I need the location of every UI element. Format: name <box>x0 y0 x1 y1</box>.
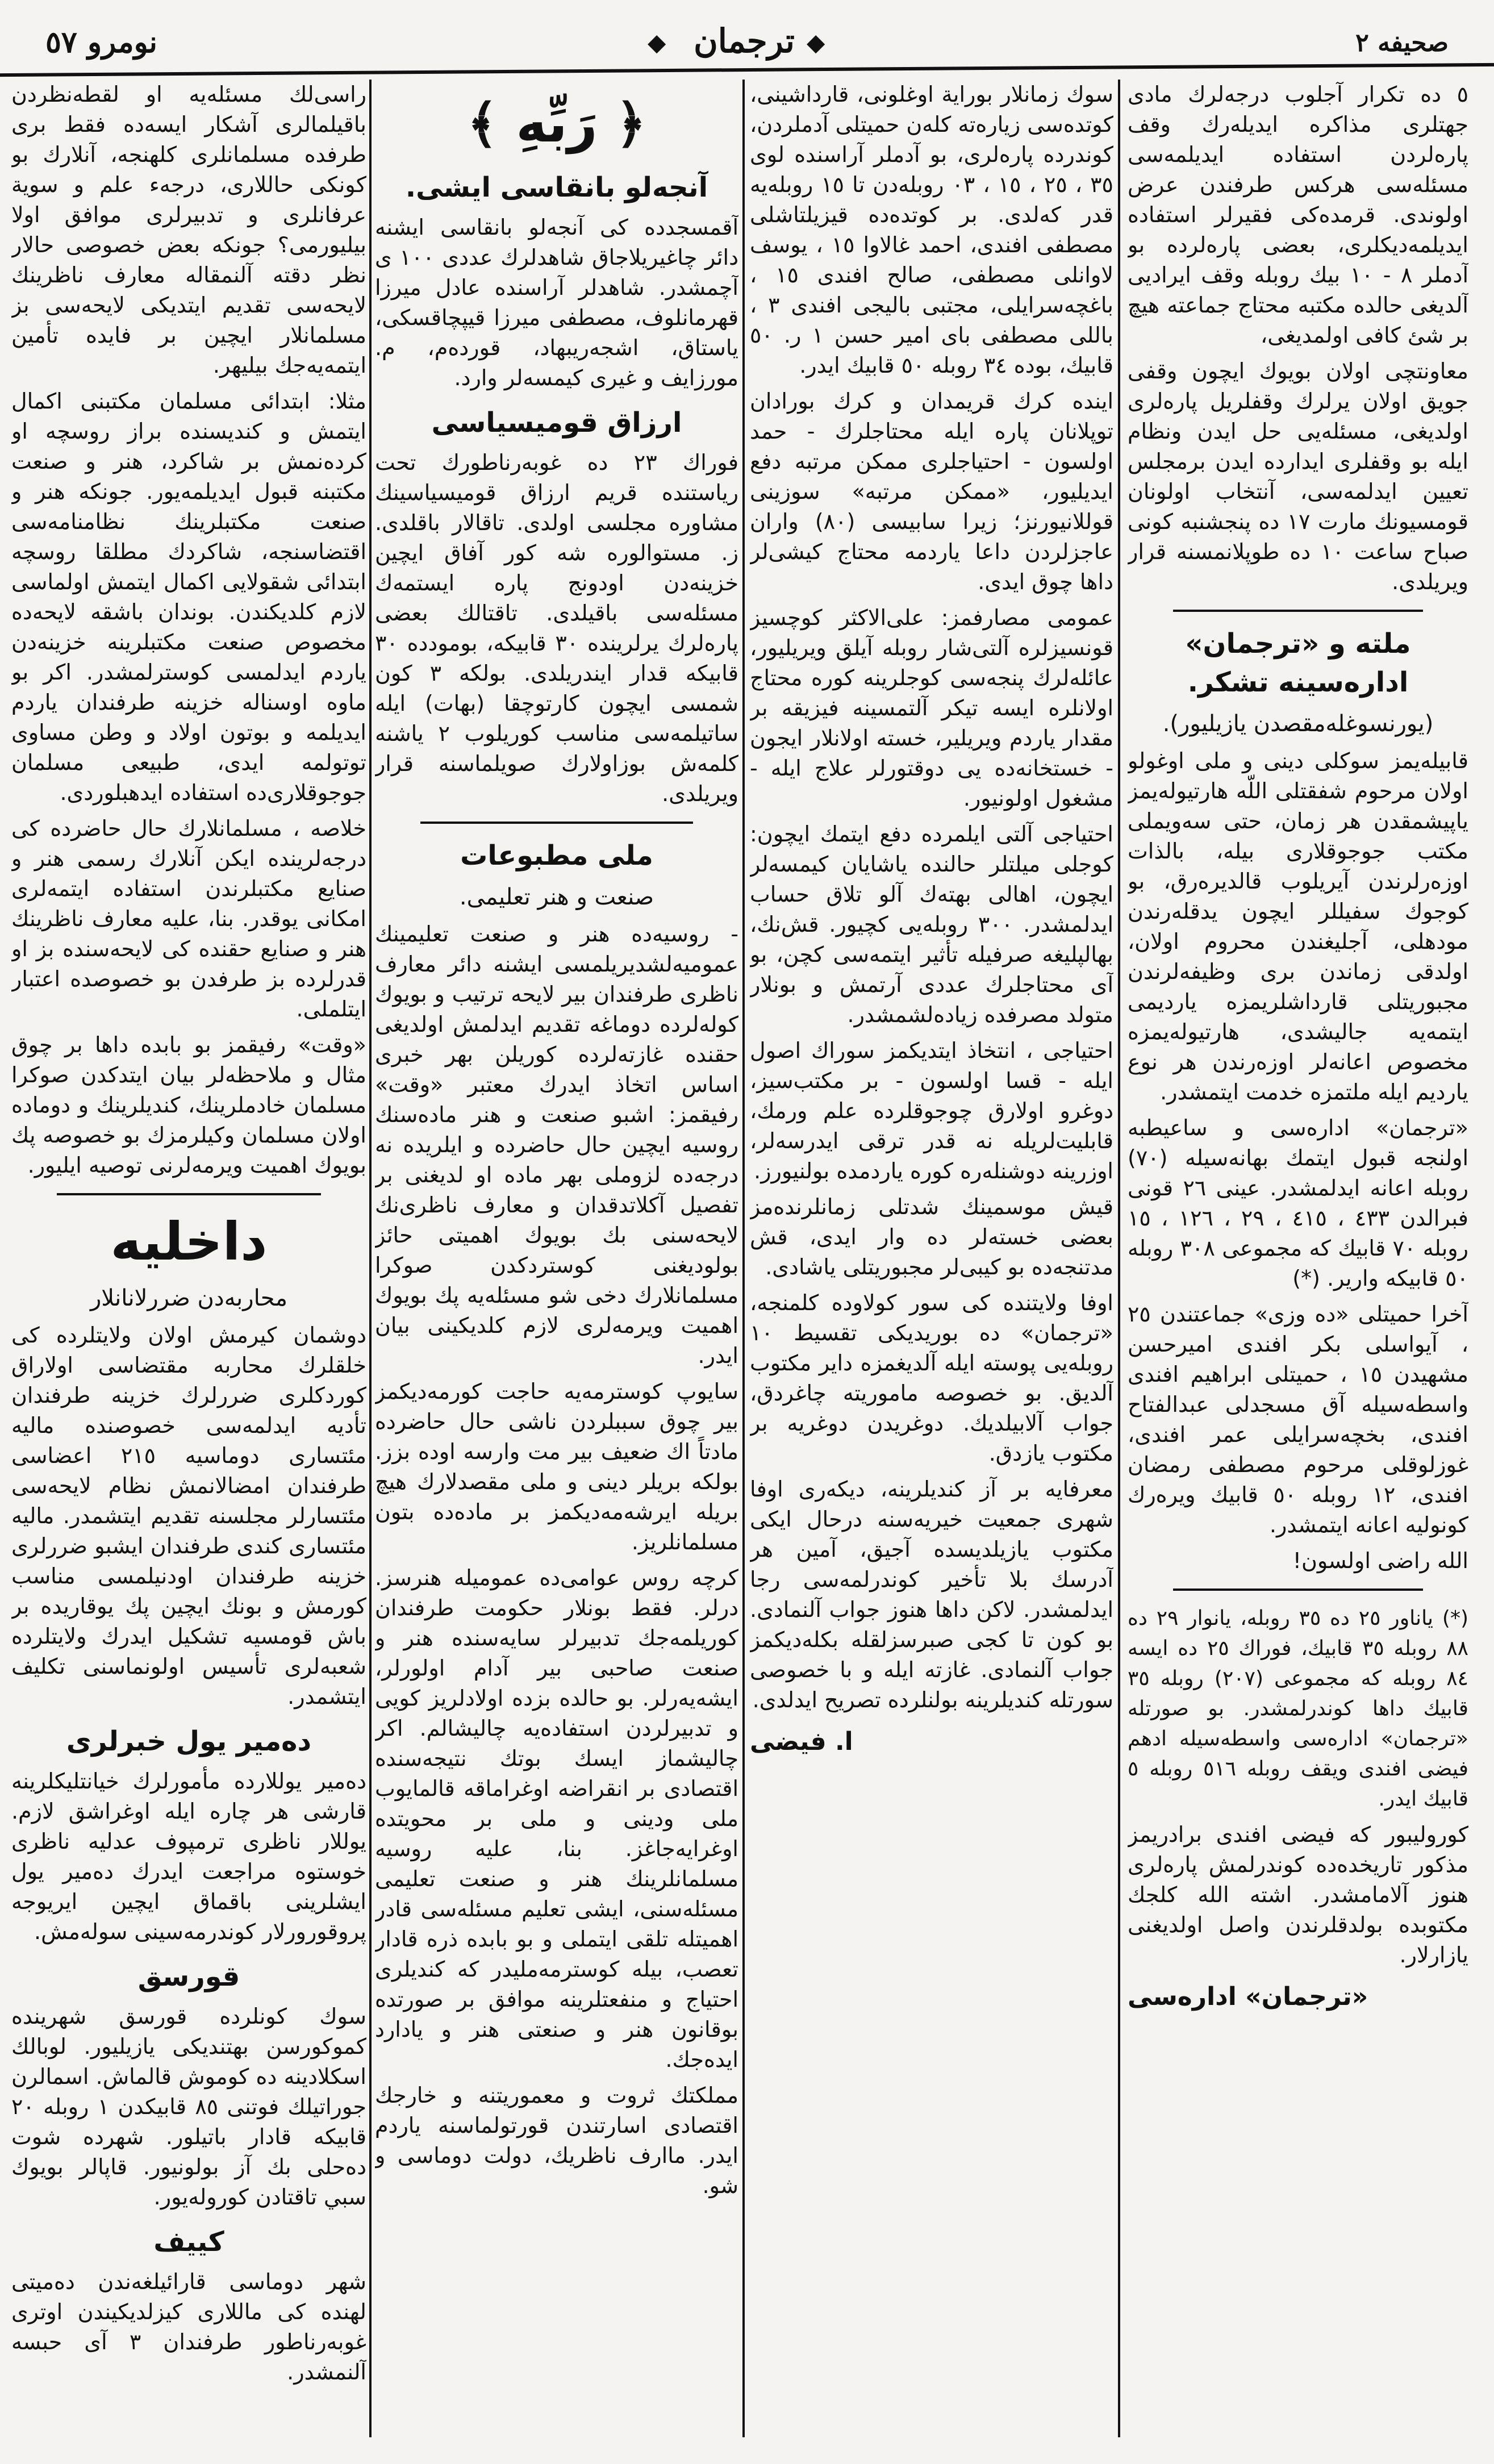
section-divider <box>1173 610 1423 612</box>
column-divider <box>1118 80 1120 2437</box>
railway-heading: ده‌مير يول خبرلرى <box>66 1725 312 1757</box>
kursk-heading: قورسق <box>137 1961 240 1992</box>
page-number: صحيفه ٢ <box>1355 28 1449 57</box>
national-press-heading: ملی مطبوعات <box>460 840 653 872</box>
footnote: (*) ياناور ٢٥ ده ٣٥ روبله، يانوار ٢٩ ده ٨٨ روبله ٣٥ قابيك، فوراك ٢٥ ده ايسه ٨٤ روبله كه مجموعی (٢٠٧) روبله ٣٥ قابيك داها كوندرلمشدر. بو صورتله «ترجمان» اداره‌سی واسطه‌سيله ادهم فيضی افندی ويقف روبله ٥١٦ روبله ٥ قابيك ايدر. <box>1128 1607 1468 1811</box>
column-divider <box>742 80 745 2437</box>
paragraph: - روسيه‌ده هنر و صنعت تعليمينك عموميه‌لشديريلمسى ايشنه دائر معارف ناظرى طرفندان بير لايحه ترتيب و بويوك كوله‌لرده دوماغه تقديم ايدلمش اولديغى حقنده غازته‌لرده كوريلن بهر خبرى اساس اتخاذ ايدرك معتبر «وقت» رفيقمز: اشبو صنعت و هنر ماده‌سنك روسيه ايچين حال حاضرده و ايلريده نه درجه‌ده لزوملى بهر ماده او لديغنى بر تفصيل آكلاتدقدان و معارف ناظرى‌نك لايحه‌سنى بك بويوك اهميتى حائز بولوديغنى كوستردكدن صوكرا مسلمانلارك دخى شو مسئله‌يه پك بويوك اهميت ويرمه‌لرى لازم كلديكينى بيان ايدر. <box>375 922 738 1368</box>
paragraph: شهر دوماسى قارائيلغه‌ندن ده‌ميتى لهنده كى ماللارى كيزلديكيندن اوترى غوبه‌رناطور طرفندان ٣ آى حبسه آلنمشدر. <box>11 2269 366 2384</box>
paragraph: مملكتك ثروت و معموريتنه و خارجك اقتصادى اسارتندن قورتولماسنه ياردم ايدر. ماارف ناظريك، دولت دوماسى و شو. <box>375 2083 738 2198</box>
paragraph: راسى‌لك مسئله‌يه او لقطه‌نظردن باقيلمالرى آشكار ايسه‌ده فقط برى طرفده مسلمانلرى كلهنجه، آنلارك بو كونكى حاللارى، درجه‌ء علم و سوية عرفانلرى و تدبيرلرى موافق اولا بيليورمى؟ جونكه بعض خصوصى حالار نظر دقته آلنمقاله معارف ناظرينك لايحه‌سى تقديم ايتديكى لايحه‌سى بز مسلمانلار ايچين بر فايده تأمين ايتمه‌يه‌جك بيليهر. <box>11 82 366 378</box>
bank-heading: آنجه‌لو بانقاسى ايشى. <box>405 172 708 203</box>
press-subheading: صنعت و هنر تعليمى. <box>459 884 654 910</box>
paragraph: احتياجی آلتى ايلمرده دفع ايتمك ايچون: كوجلی ميلتلر حالنده ياشايان كيمسه‌لر ايچون، اهالى بهته‌ك آلو تلاق حساب ايدلمشدر. ٣٠٠ روبله‌يى كچيور. قش‌نك، بهالپلیغه صرفيله تأثير ايتمه‌سی كچن، بو آى محتاجلرك عددى آرتمش و بونلار متولد مصرفده زياده‌لشمشدر. <box>750 822 1113 1027</box>
thanks-subheading: (يورنسوغله‌مقصدن يازيليور). <box>1162 711 1434 737</box>
paragraph: سوك زمانلار بوراية اوغلونی، قارداشينی، كوتده‌سی زياره‌ته كله‌ن حميتلى آدملردن، كوندرده پاره‌لری، بو آدملر آراسنده لوی ٣٥ ، ٢٥ ، ١٥ ، ٠٣ روبله‌دن تا ١٥ روبله‌يه قدر كه‌لدی. بر كوتده‌ده قيزيلتاشلی مصطفى افندی، احمد غالاوا ١٥ ، يوسف لاوانلى مصطفى، صالح افندی ١٥ ، باغچه‌سرايلى، مجتبی باليجى افندی ٣ ، باللى مصطفى باى امير حسن ١ ر. ٥٠ قابيك، بوده ٣٤ روبله ٥٠ قابيك ايدر. <box>750 82 1113 378</box>
domestic-news-heading: داخليه <box>110 1211 268 1272</box>
ornament-right-icon: ◆ <box>807 28 825 56</box>
paragraph: اوفا ولايتنده كى سور كولاوده كلمنجه، «ترجمان» ده بوريديكى تقسيط ١٠ روبله‌يى پوسته ايله آلديغمزه داير مكتوب آلديق. بو خصوصه ماموريته چاغردق، جواب آلابيلديك. دوغريدن دوغريه بر مكتوب يازدق. <box>750 1290 1113 1466</box>
paragraph: مثلا: ابتدائى مسلمان مكتبنى اكمال ايتمش و كنديسنده براز روسچه او كرده‌نمش بر شاكرد، هنر و صنعت مكتبنه قبول ايديلمه‌يور. جونكه هنر و صنعت مكتبلرينك نظامنامه‌سى اقتضاسنجه، شاكردك مطلقا روسچه ابتدائى شقولايى اكمال ايتمش اولماسى لازم كلديكندن. بوندان باشقه لايحه‌ده مخصوص صنعت مكتبلرينه خزينه‌دن ياردم ايدلمسى كوسترلمشدر. اكر بو ماوه اوسناله خزينه طرفندان ياردم ايديلمه و بوتون اولاد و وطن مساوى توتولمه ايدى، طبيعى مسلمان جوجوقلارى‌ده استفاده ايدهبلوردى. <box>11 389 366 805</box>
paragraph: قابيله‌يمز سوكلى دينی و ملی اوغولو اولان مرحوم شفقتلى اللّه هارتيوله‌يمز ياپيشمقدن هر زمان، حتى سه‌ويملی مكتب جوجوقلاری بیله، بالذات اوزه‌رلرندن آيريلوب قالديره‌رق، بو كوجوك سفيللر ایچون يدقله‌رندن مودهلی، آجلیغندن محروم اولان، اولدقی زماندن بری وظيفه‌لرندن مجبوريتلى قارداشلريمزه يارديمی ايتمه‌يه جاليشدی، هارتيوله‌يمزه مخصوص اعانه‌لر اوزه‌رندن هر نوع ياردیم ایله ملتمزه خدمت ايتمشدر. <box>1128 748 1468 1104</box>
paragraph: الله راضی اولسون! <box>1292 1548 1468 1573</box>
paragraph: خلاصه ، مسلمانلارك حال حاضرده كى درجه‌لرينده ايكن آنلارك رسمى هنر و صنايع مكتبلرندن استفاده ايتمه‌لرى امكانى يوقدر. بنا، عليه معارف ناظرينك هنر و صنايع حقنده كى لايحه‌سنده بز او قدرلرده بز طرفدن بو خصوصده اعتبار ايتلملى. <box>11 816 366 1022</box>
paragraph: كوروليبور كه فيضی افندی برادريمز مذكور تاريخده‌ده كوندرلمش پاره‌لری هنوز آلامامشدر. اشته الله كلجك مكتوبده بولدقلرندن واصل اولديغنی يازارلار. <box>1128 1822 1468 1967</box>
paragraph: «وقت» رفيقمز بو بابده داها بر چوق مثال و ملاحظه‌لر بيان ايتدكدن صوكرا مسلمان خادملرينك، كنديلرينك و دوماده اولان مسلمان وكيلرمزك بو خصوصه پك بويوك اهميت ويرمه‌لرنى توصيه ايليور. <box>11 1032 366 1178</box>
paragraph: فوراك ٢٣ ده غوبه‌رناطورك تحت رياستنده قريم ارزاق قوميسياسينك مشاوره مجلسى اولدى. تاقالار باقلدى. ز. مستوالوره شه كور آفاق ايچين خزينه‌دن اودونج پاره ايستمه‌ك مسئله‌سى باقيلدى. تاقتالك بعضى پاره‌لرك يرلرينده ٣٠ قابيكه، بومودده ٣٠ قابيكه قدار ايندريلدى. بولكه ٣ كون شمسى ايچون كارتوچقا (بهات) ايله ساتيلمه‌سی مناسب كوريلوب ٢ ياشنه كلمه‌ش بوزاولارك صويلماسنه قرار ويريلدى. <box>375 450 738 806</box>
masthead-title: ترجمان <box>694 22 795 60</box>
paragraph: ده‌مير يوللارده مأمورلرك خيانتليكلرينه قارشى هر چاره ايله اوغراشق لازم. يوللار ناظرى ترمپوف عدليه ناظرى خوستوه مراجعت ايدرك ده‌مير يول ايشلرينى باقماق ايچين ايريوجه پروقورورلار كوندرمه‌سينى سوله‌مش. <box>11 1769 366 1944</box>
paragraph: دوشمان كيرمش اولان ولايتلرده كى خلقلرك محاربه مقتضاسى اولاراق كوردكلرى ضررلرك خزينه طرفندان تأديه ايدلمه‌سى خصوصنده ماليه مئتسارى دوماسيه ٢١٥ اعضاسى طرفندان امضالانمش نظام لايحه‌سى مئتسارلر مجلسنه تقديم ايتشمدر. ماليه مئتسارى كندى طرفندان ايشبو ضررلرى خزينه طرفندان اودنيلمسى مناسب كورمش و بونك ايچين پك يوقاريده بر باش قومسيه تشكيل ايدرك ولايتلرده شعبه‌لرى تأسيس اولونماسنى تكليف ايتشمدر. <box>11 1323 366 1709</box>
paragraph: عمومی مصارفمز: على‌الاكثر كوچسيز قونسيزلره آلتى‌شار روبله آيلق ويريليور، عائله‌لرك پنجه‌سى كوجلرينه كوره محتاج اولانلره ايسه تيكر آلتمسينه فيزيقه بر مقدار ياردم ويريلير، خسته اولانلار ايجون - خستخانه‌ده يى دوقتورلر علاج ايله - مشغول اولونيور. <box>750 605 1113 811</box>
column-divider <box>369 80 372 2437</box>
paragraph: معاونتچی اولان بویوك ایچون وقفى جویق اولان يرلرك وقفلريل پاره‌لری اولدیغی، مسئله‌يى حل ايدن ونظام ايله بو وقفلری ایدارده ايدن برمجلس تعيين ايدلمه‌سی، آنتخاب اولونان قومسیونك مارت ١٧ ده پنجشنبه كونی صباح ساعت ١٠ ده طوپلانمسنه قرار ويريلدی. <box>1128 358 1468 594</box>
signature: ا. فيضى <box>750 1727 853 1756</box>
section-title-ornament: ﴿ رَبِّهِ ﴾ <box>467 93 646 154</box>
column-3 <box>375 80 738 2437</box>
paragraph: اينده كرك قريمدان و كرك بورادان توپلانان پاره ايله محتاجلرك - حمد اولسون - احتياجلرى ممكن مرتبه دفع ايديليور، «ممكن مرتبه» سوزينی قوللانيورنز؛ زيرا سابيسى (٨٠) واران عاجزلردن داعا ياردمه محتاج كيشى‌لر داها چوق ايدى. <box>750 389 1113 594</box>
section-divider <box>1173 1589 1423 1591</box>
paragraph: كرچه روس عوامى‌ده عموميله هنرسز. درلر. فقط بونلار حكومت طرفندان كوريلمه‌جك تدبيرلر سايه‌سنده هنر و صنعت صاحبى بير آدام اولورلر، ايشه‌يه‌رلر. بو حالده بزده اولادلريز كويى و تدبيرلردن استفاده‌يه چاليشالم. اكر چاليشماز ايسك بوتك نتيجه‌سنده اقتصادى بر انقراضه اوغراماقه قالمايوب ملی ودينى و ملی بر محويتده اوغرايه‌جاغز. بنا، علیه روسيه مسلمانلرينك هنر و صنعت تعليمى مسئله‌سنى، ايشى تعليم مسئله‌سى قادر اهميتله تلقى ايتملى و بو بابده ذره قادار تعصب، بيله كوسترمه‌مليدر كه كنديلرى احتياج و منفعتلرينه موافق بر صورتده بوقانون هنر و صنعتى هنر و يادارد ايده‌جك. <box>375 1565 738 2072</box>
paragraph: آخرا حميتلی «ده وزی» جماعتندن ٢٥ ، آيواسلی بكر افندی امیرحسن مشهيدن ١٥ ، حميتلى ابراهيم افندی واسطه‌سيله آق مسجدلی عبدالفتاح افندی، بخچه‌سرايلی عمر افندی، غوزلوقلی مرحوم مصطفى رمضان افندی، ١٢ روبله ٥٠ قابيك ويره‌رك كونوليه اعانه ايتمشدر. <box>1128 1302 1468 1537</box>
thanks-heading: ملته و «ترجمان» اداره‌سینه تشكر. <box>1185 628 1411 698</box>
paragraph: سايوپ كوسترمه‌يه حاجت كورمه‌ديكمز بير چوق سببلردن ناشى حال حاضرده مادتاً اك ضعيف بير مت وارسه اوده بزز. بولكه بريلر دينی و ملی مقصدلارك هيچ بريله ايرشه‌مه‌ديكمز بر ماده‌ده بتون مسلمانلريز. <box>375 1379 738 1554</box>
issue-number: نومرو ٥٧ <box>45 25 157 60</box>
food-commission-heading: ارزاق قوميسياسى <box>431 407 682 439</box>
war-damage-subheading: محاربه‌دن ضررلانانلار <box>90 1285 288 1311</box>
section-divider <box>420 822 693 824</box>
kiev-heading: كييف <box>153 2226 224 2258</box>
column-2 <box>750 80 1113 2437</box>
ornament-left-icon: ◆ <box>648 28 666 56</box>
paragraph: آقمسجدده كى آنجه‌لو بانقاسى ايشنه دائر چاغيريلاجاق شاهدلرك عددى ١٠٠ ى آچمشدر. شاهدلر آراسنده عادل ميرزا قهرمانلوف، مصطفى ميرزا قيپچاقسكى، ياستاق، اشجه‌ريبهاد، قورده‌م، م. مورزايف و غيرى كيمسه‌لر وارد. <box>375 215 738 390</box>
paragraph: «ترجمان» اداره‌سی و ساعیطبه اولنجه قبول ايتمك بهانه‌سيله (٧٠) روبله اعانه ايدلمشدر. عينی ٢٦ قونی فبرالدن ٤٣٣ ، ٤١٥ ، ٢٩ ، ١٢٦ ، ١٥ روبله ٧٠ قابيك كه مجموعی ٣٠٨ روبله ٥٠ قابيكه وارير. (*) <box>1128 1115 1468 1291</box>
paragraph: ٥ ده تكرار آجلوب درجه‌لرك مادی جهتلری مذاکره ایدیله‌رك وقف پاره‌لردن استفاده ایدیلمه‌سی مسئله‌سی هرکس طرفندن عرض اولوندی. قرمده‌كی فقیرلر استفاده ایدیلمه‌ديكلرى، بعضی پاره‌لرده بو آدملر ٨ - ١٠ بيك روبله وقف ايراديی آلدیغی حالده مكتبه محتاج جماعته هيچ بر شئ كافی اولمدیغی، <box>1128 82 1468 348</box>
paragraph: معرفايه بر آز كنديلرينه، ديكه‌رى اوفا شهری جمعيت خيريه‌سنه درحال ايكى مكتوب يازيلديسده آجيق، آمين هر آدرسك بلا تأخير كوندرلمه‌سى رجا ايدلمشدر. لاكن داها هنوز جواب آلنمادى. بو كون تا كجى صبرسزلقله بكله‌ديكمز جواب آلنمادى. غازته ايله و با خصوصی سورتله كنديلرينه بولنلرده تصريح ايدلدی. <box>750 1477 1113 1712</box>
section-divider <box>57 1193 321 1195</box>
paragraph: احتياجی ، انتخاذ ايتديكمز سوراك اصول ايله - قسا اولسون - بر مكتب‌سيز، دوغرو اولارق چوجوقلرده علم ورمك، قابليت‌لريله نه قدر ترقى ايدرسه‌لر، اوزرينه دوشنله‌ره كوره ياردمده بولنيورز. <box>750 1038 1113 1183</box>
column-4 <box>11 80 366 2437</box>
paragraph: قيش موسمينك شدتلی زمانلرنده‌مز بعضی خسته‌لر ده وار ايدی، قش مدتنجه‌ده بو كيبى‌لر مجبوريتلى ياشادی. <box>750 1194 1113 1279</box>
column-1 <box>1128 80 1468 2437</box>
paragraph: سوك كونلرده قورسق شهرينده كموكورسن بهتنديكى يازيليور. لوبالك اسكلادينه ده كوموش قالماش. اسمالرن جوراتيلك فوتنى ٨٥ قابيكدن ١ روبله ٢٠ قابيكه قادار باتيلور. شهرده شوت ده‌حلی بك آز بولونيور. قاپالر بويوك سبي تاقتادن كوروله‌يور. <box>11 2004 366 2209</box>
signature: «ترجمان» اداره‌سی <box>1128 1982 1368 2011</box>
